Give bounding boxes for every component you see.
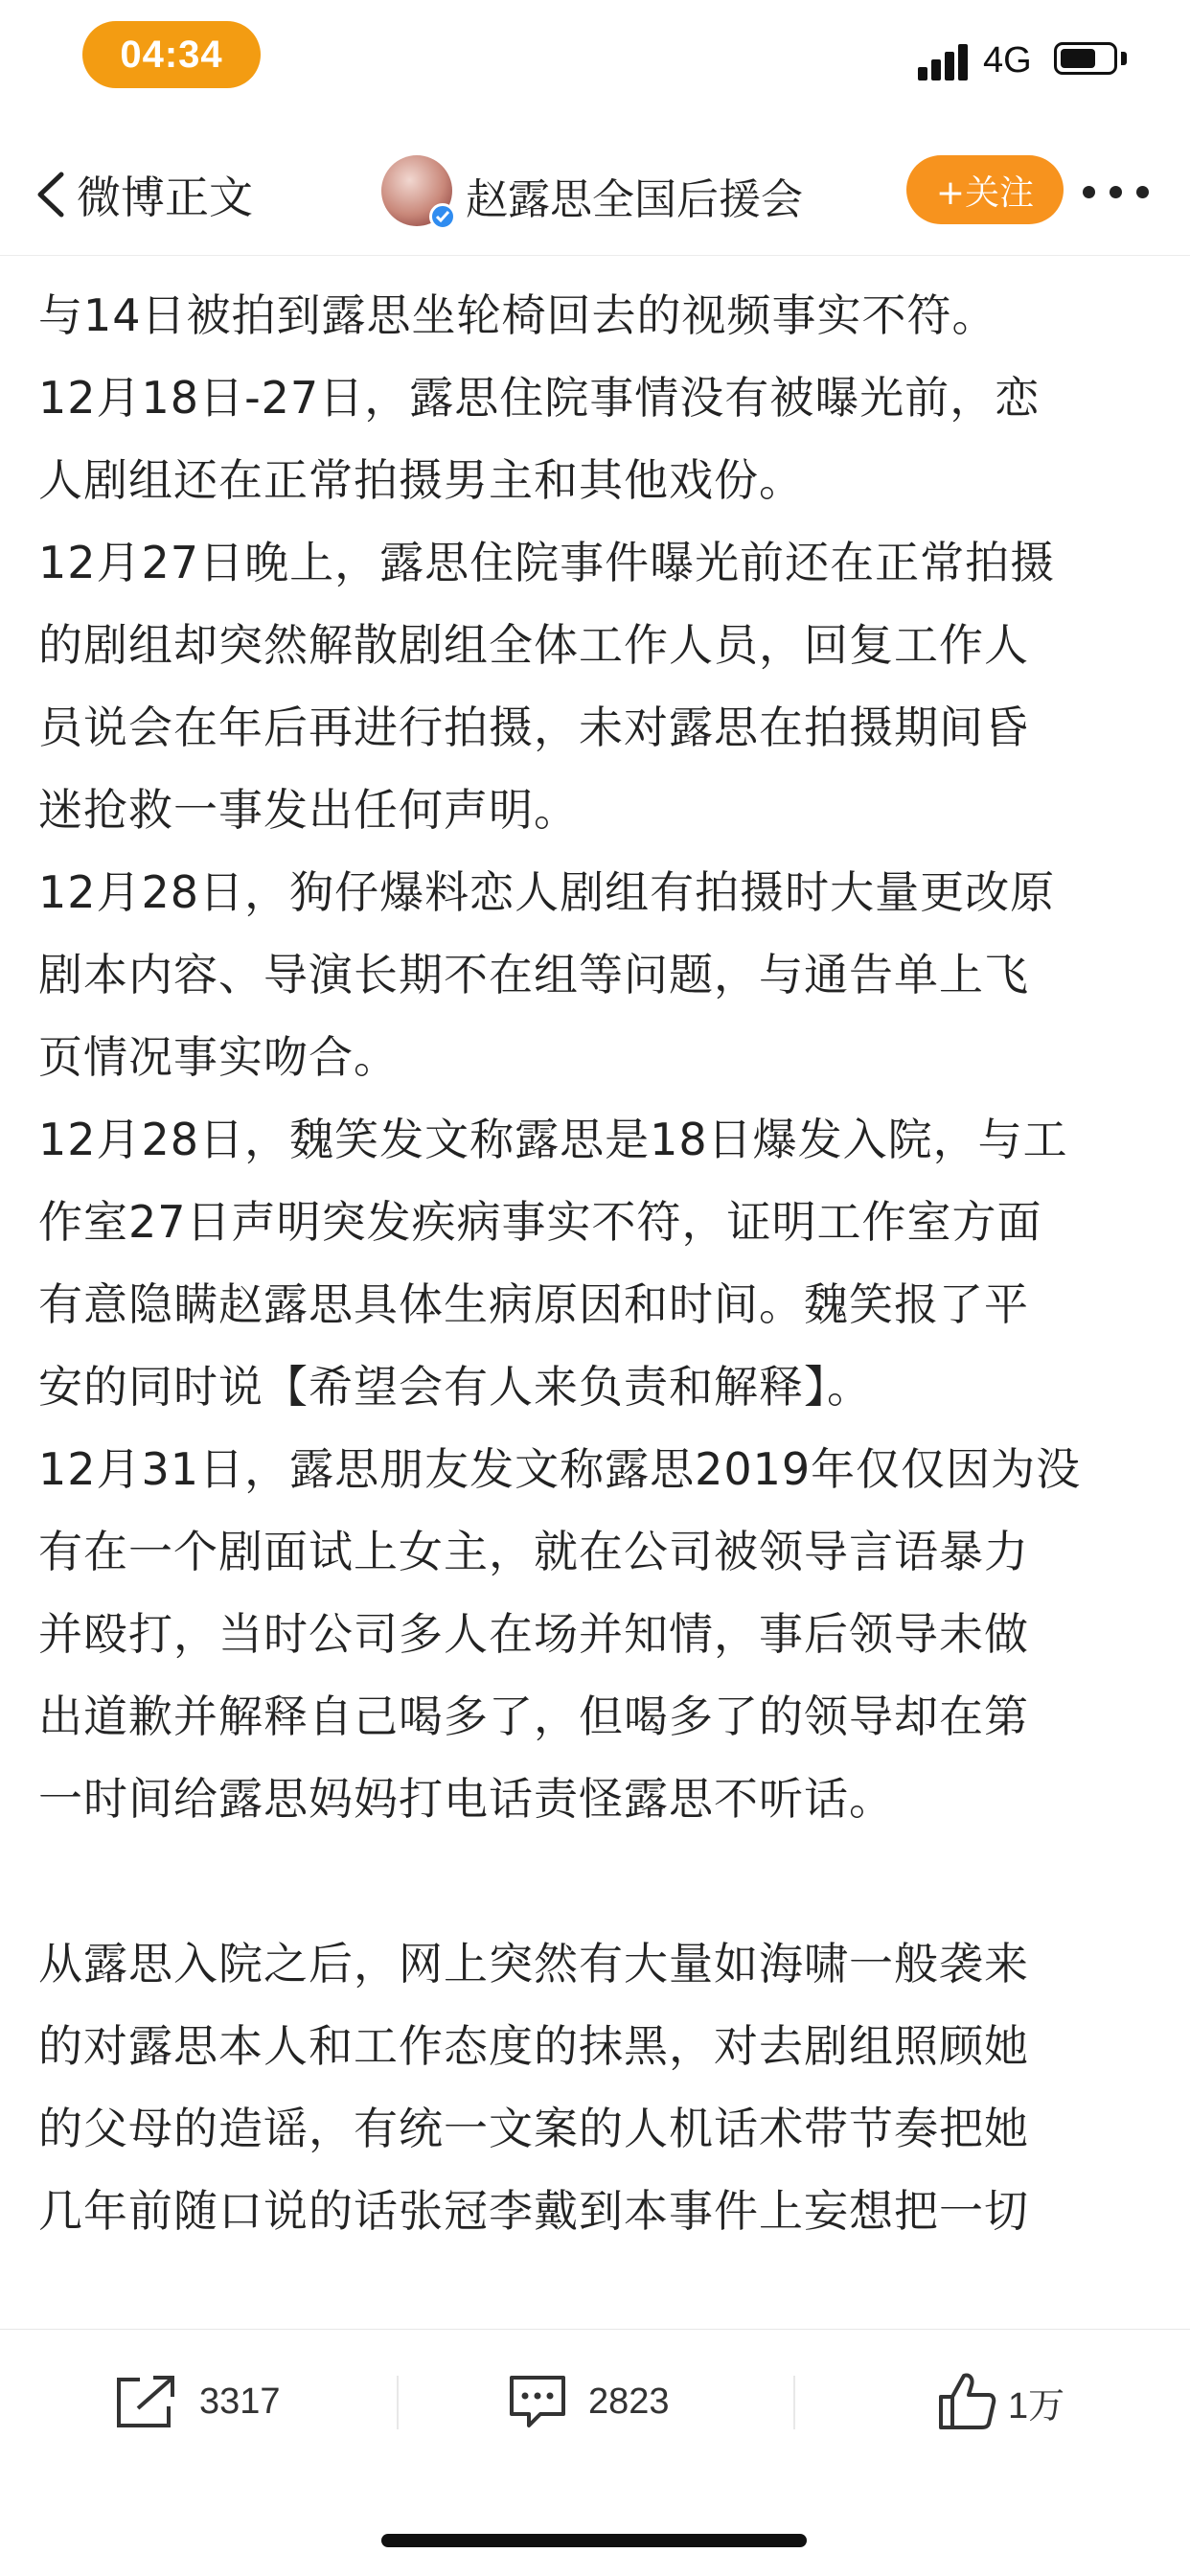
divider (397, 2376, 399, 2429)
article-paragraph: 12月27日晚上，露思住院事件曝光前还在正常拍摄 的剧组却突然解散剧组全体工作人员，回复工作人 员说会在年后再进行拍摄，未对露思在拍摄期间昏 迷抢救一事发出任何声明。 (38, 537, 1056, 836)
article-paragraph: 12月28日，狗仔爆料恋人剧组有拍摄时大量更改原 剧本内容、导演长期不在组等问题，与通告单上飞 页情况事实吻合。 (38, 866, 1056, 1083)
article-paragraph: 从露思入院之后，网上突然有大量如海啸一般袭来 的对露思本人和工作态度的抹黑，对去剧组照顾她 的父母的造谣，有统一文案的人机话术带节奏把她 几年前随口说的话张冠李戴到本事件上妄想把一切 (38, 1938, 1029, 2237)
share-icon (111, 2372, 180, 2431)
page-title[interactable]: 微博正文 (77, 172, 253, 223)
divider (793, 2376, 795, 2429)
action-bar (0, 2329, 1190, 2473)
verified-icon (429, 203, 456, 230)
comment-button[interactable] (506, 2330, 670, 2473)
article-paragraph: 12月18日-27日，露思住院事情没有被曝光前，恋 人剧组还在正常拍摄男主和其他戏份。 (38, 372, 1041, 506)
paragraph-gap (38, 1840, 1156, 1922)
like-button[interactable] (935, 2330, 1064, 2473)
nav-bar (0, 134, 1190, 256)
account-name[interactable]: 赵露思全国后援会 (466, 175, 803, 224)
battery-icon (1054, 42, 1117, 75)
share-count: 3317 (199, 2380, 281, 2422)
network-label: 4G (983, 40, 1032, 80)
status-bar (0, 0, 1190, 134)
back-icon[interactable] (33, 171, 71, 218)
like-count: 1万 (1008, 2385, 1065, 2426)
article-paragraph: 与14日被拍到露思坐轮椅回去的视频事实不符。 (38, 289, 997, 341)
follow-button[interactable]: +关注 (906, 155, 1064, 224)
comment-icon (506, 2372, 569, 2431)
like-icon (935, 2370, 998, 2433)
comment-count: 2823 (588, 2380, 670, 2422)
signal-icon (918, 42, 972, 80)
status-time: 04:34 (82, 21, 261, 88)
share-button[interactable] (111, 2330, 281, 2473)
battery-tip (1121, 52, 1127, 65)
article-paragraph: 12月28日，魏笑发文称露思是18日爆发入院，与工 作室27日声明突发疾病事实不符，证明工作室方面 有意隐瞒赵露思具体生病原因和时间。魏笑报了平 安的同时说【希望会有人来负责和解释】。 (38, 1114, 1068, 1413)
article-body (38, 274, 1156, 2252)
article-paragraph: 12月31日，露思朋友发文称露思2019年仅仅因为没 有在一个剧面试上女主，就在公司被领导言语暴力 并殴打，当时公司多人在场并知情，事后领导未做 出道歉并解释自己喝多了，但喝多了的领导却在第 一时间给露思妈妈打电话责怪露思不听话。 (38, 1443, 1082, 1825)
more-icon[interactable] (1083, 186, 1150, 199)
home-indicator[interactable] (381, 2534, 807, 2547)
